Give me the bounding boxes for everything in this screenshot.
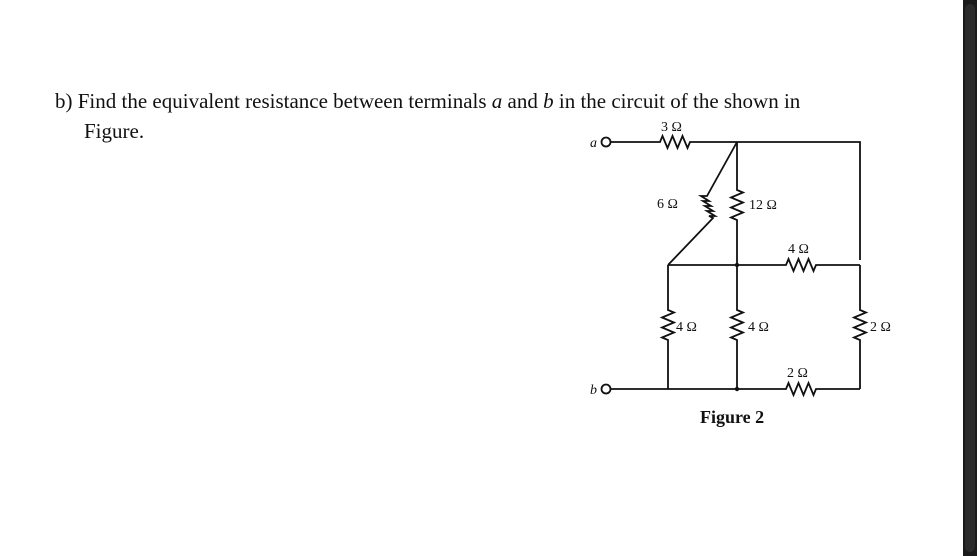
label-2-ohm-right: 2 Ω — [870, 320, 891, 335]
figure-caption: Figure 2 — [700, 407, 765, 427]
resistor-4-ohm-middle — [731, 265, 743, 389]
label-4-ohm-horizontal: 4 Ω — [788, 242, 809, 257]
resistor-4-ohm-left — [662, 265, 674, 389]
terminal-b-ref: b — [543, 89, 554, 113]
terminal-a-node — [602, 138, 611, 147]
resistor-6-ohm-diagonal — [668, 142, 737, 265]
label-6-ohm: 6 Ω — [657, 197, 678, 212]
question-text-line2: Figure. — [84, 119, 145, 143]
junction-node — [735, 263, 739, 267]
scrollbar-thumb[interactable] — [965, 4, 975, 552]
terminal-b-node — [602, 385, 611, 394]
junction-node — [735, 387, 739, 391]
label-4-ohm-left: 4 Ω — [676, 320, 697, 335]
label-4-ohm-middle: 4 Ω — [748, 320, 769, 335]
question-text: b) Find the equivalent resistance between terminals a and b in the circuit of the shown in — [55, 89, 801, 113]
terminal-b-label: b — [590, 383, 597, 398]
label-12-ohm: 12 Ω — [749, 198, 777, 213]
label-3-ohm: 3 Ω — [661, 120, 682, 135]
resistor-2-ohm-bottom — [737, 383, 860, 395]
terminal-a-label: a — [590, 136, 597, 151]
label-2-ohm-bottom: 2 Ω — [787, 366, 808, 381]
vertical-scrollbar[interactable] — [963, 0, 977, 556]
resistor-12-ohm-vertical — [731, 142, 743, 265]
terminal-a-ref: a — [491, 89, 503, 113]
resistor-2-ohm-right — [854, 265, 866, 389]
resistor-4-ohm-horizontal — [737, 259, 860, 271]
resistor-3-ohm-top — [611, 136, 737, 148]
